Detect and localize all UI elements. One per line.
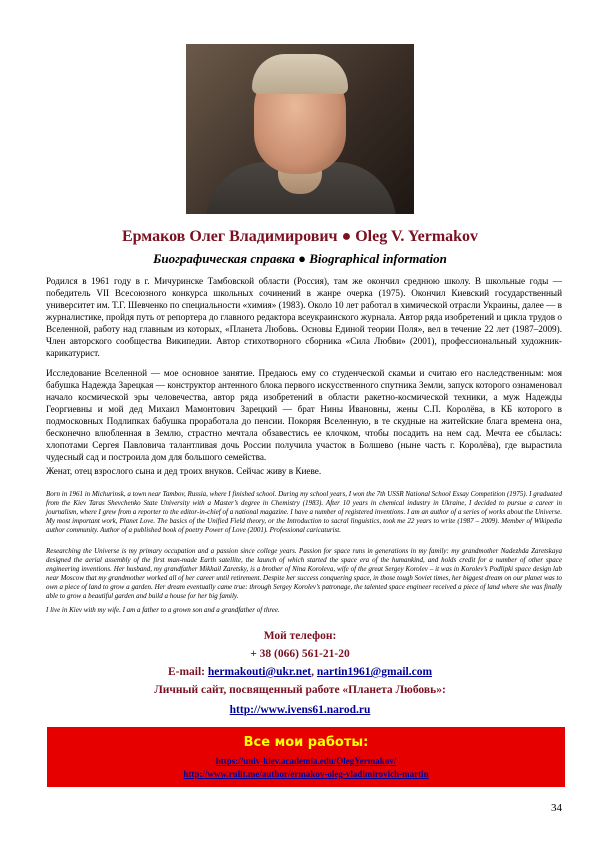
email-line — [0, 666, 600, 678]
works-title: Все мои работы: — [243, 735, 369, 750]
page-title: Ермаков Олег Владимирович ● Oleg V. Yermakov — [121, 228, 479, 245]
ru-paragraph-2: Исследование Вселенной — мое основное занятие. Предаюсь ему со студенческой скамьи и считаю его наследственным: моя бабушка Надежда Зарецкая — конструктор антенного блока первого искусственного спутника Земли, запуск которого ознаменовал начало космической эры человечества, автор ряда изобретений в области ракетно-космической техники, а муж Надежды Георгиевны и мой дед Михаил Мамонтович Зарецкий — брат Нины Ивановны, жены С.П. Королёва, в КБ которого в подмосковных Подлипках бабушка проработала до пенсии. Покоряя Вселенную, в те скудные на житейские блага времена она, бесконечно влюбленная в Землю, страстно мечтала обзавестись ее клочком, чтобы посадить на нем сад. Мечта ее сбылась: хлопотами Сергея Павловича талантливая дочь России получила участок в Болшево (ныне часть г. Королёва), где вырастила чудесный сад и построила дом для большого семейства. — [46, 368, 562, 462]
site-line — [0, 704, 600, 716]
works-link-rulit[interactable]: http://www.rulit.me/author/ermakov-oleg-vladimirovich-martin — [183, 769, 429, 779]
page-subtitle: Биографическая справка ● Biographical information — [153, 251, 447, 266]
works-link-academia[interactable]: https://univ-kiev.academia.edu/OlegYermakov/ — [215, 756, 397, 766]
email-link-2[interactable]: nartin1961@gmail.com — [316, 666, 433, 678]
photo-hair — [252, 54, 348, 94]
en-paragraph-3: I live in Kiev with my wife. I am a father to a grown son and a grandfather of three. — [46, 606, 280, 614]
site-label: Личный сайт, посвященный работе «Планета Любовь»: — [154, 684, 446, 696]
author-photo — [186, 44, 414, 214]
page-number: 34 — [551, 802, 562, 814]
phone-number: + 38 (066) 561-21-20 — [250, 648, 350, 660]
ru-paragraph-1: Родился в 1961 году в г. Мичуринске Тамбовской области (Россия), там же окончил среднюю школу. В школьные годы — победитель VII Всесоюзного конкурса школьных сочинений в жанре очерка (1975). Окончил Киевский государственный университет им. Т.Г. Шевченко по специальности «химия» (1983). Около 10 лет работал в химической отрасли Украины, далее — в журналистике, пройдя путь от репортера до главного редактора всеукраинского журнала. Автор ряда изобретений и цикла трудов о Вселенной, работу над главным из которых, «Планета Любовь. Основы Единой теории Поля», вел в течение 22 лет (1987–2009). Член авторского сообщества Википедии. Автор стихотворного сборника «Сила Любви» (2001), профессиональный художник-карикатурист. — [46, 276, 562, 358]
works-banner — [47, 727, 565, 787]
site-link[interactable]: http://www.ivens61.narod.ru — [229, 704, 371, 716]
en-paragraph-2: Researching the Universe is my primary occupation and a passion since college years. Passion for space runs in generations in my family: my grandmother Nadezhda Zaretskaya designed the aerial assembly of the first man-made Earth satellite, the launch of which started the space era of the humankind, and holds credit for a number of other space engineering inventions. Her husband, my grandfather Mikhail Zaretsky, is a brother of Nina Koroleva, wife of the great Sergey Korolev – it was in Korolev’s Podlipki space design lab near Moscow that my grandmother worked all of her career until retirement. Despite her success conquering space, in those tough Soviet times, her biggest dream on our planet was to own a piece of land to grow a garden. Her dream eventually came true: through Sergey Korolev’s patronage, the talented space engineer received a piece of land where she was finally able to grow a beautiful garden and build a house for her big family. — [46, 547, 562, 600]
email-label: E-mail: — [167, 666, 206, 678]
email-link-1[interactable]: hermakouti@ukr.net — [207, 666, 312, 678]
ru-paragraph-3: Женат, отец взрослого сына и дед троих внуков. Сейчас живу в Киеве. — [46, 466, 322, 476]
phone-label: Мой телефон: — [263, 630, 337, 642]
email-separator: , — [311, 666, 315, 678]
en-paragraph-1: Born in 1961 in Michurinsk, a town near Tambov, Russia, where I finished school. During my school years, I won the 7th USSR National School Essay Competition (1975). I graduated from the Kiev Taras Shevchenko State University with a Master’s degree in Chemistry (1983). After 10 years in chemical industry in Ukraine, I decided to pursue a career in journalism, where I grew from a reporter to the editor-in-chief of a national magazine. I have a number of registered inventions. I am an author of a series of works about the Universe. My most important work, Planet Love. The basics of the Unified Field theory, or the Introduction to sacral linguistics, took me 22 years to write (1987 – 2009). Member of Wikipedia author community. Author of a published book of poetry Power of Love (2001). Professional caricaturist. — [46, 490, 562, 534]
